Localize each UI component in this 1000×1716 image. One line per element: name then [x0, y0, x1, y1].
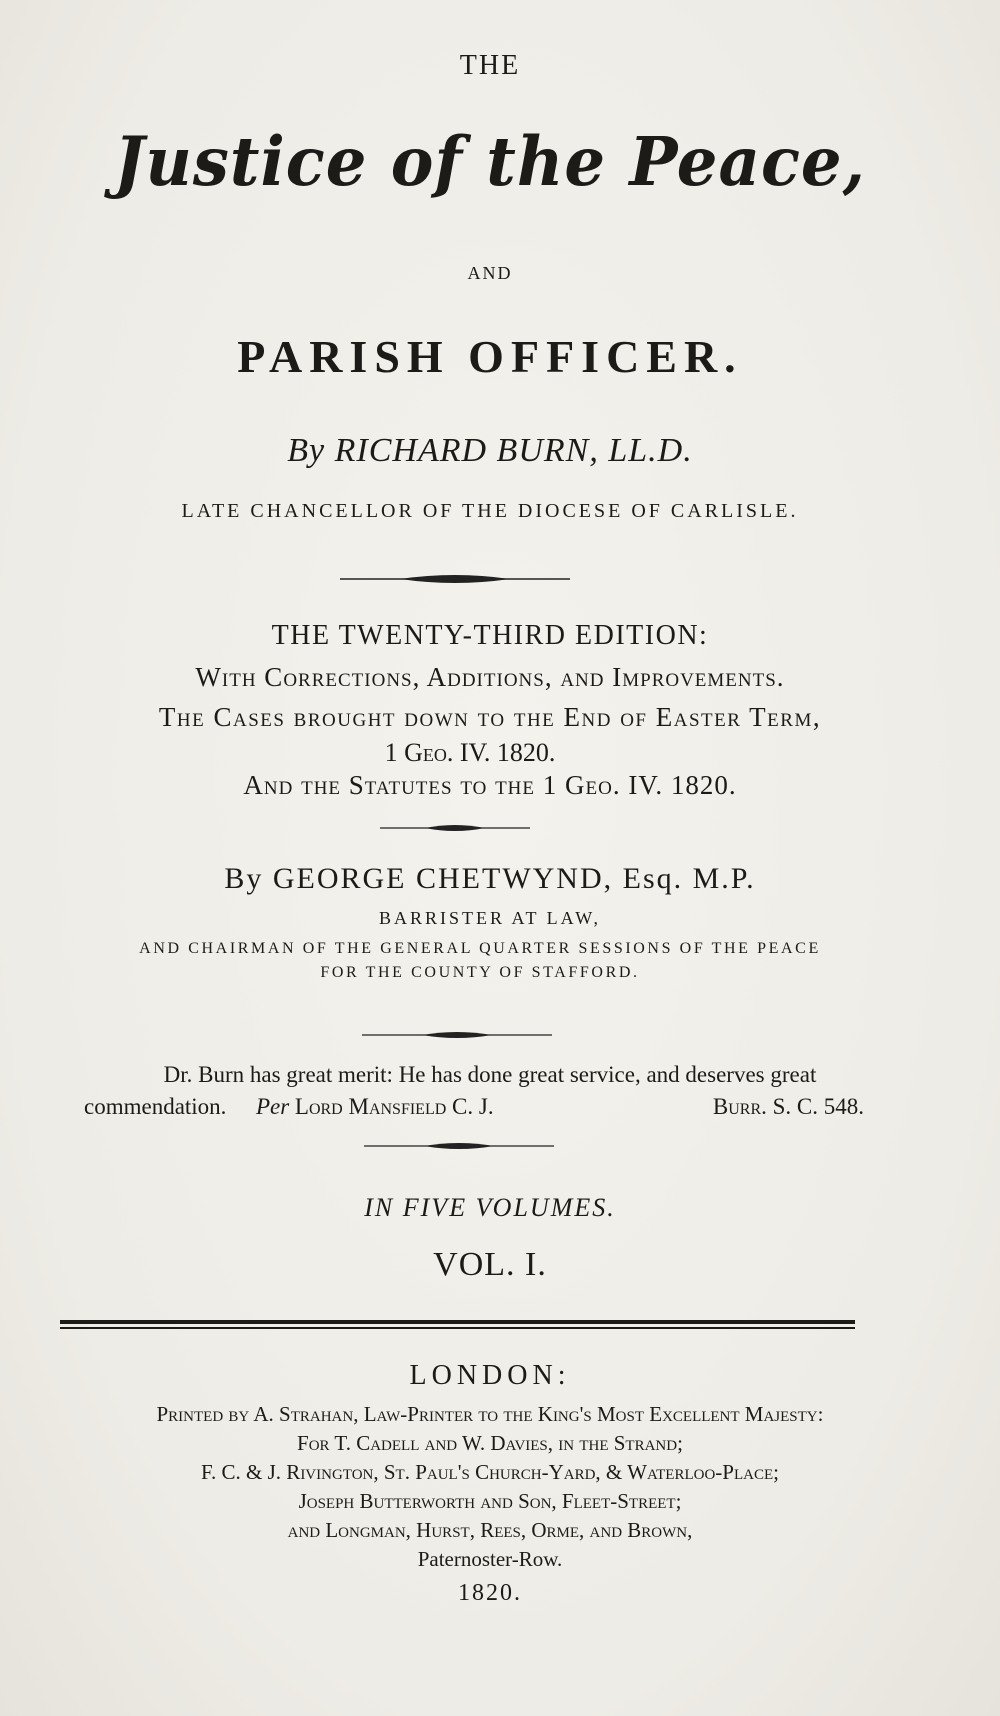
editor-line: By GEORGE CHETWYND, Esq. M.P.: [224, 862, 756, 895]
sub-title: PARISH OFFICER.: [237, 331, 743, 382]
volume-number: VOL. I.: [433, 1246, 547, 1283]
imprint-line-6: Paternoster-Row.: [417, 1547, 563, 1571]
imprint-line-4: Joseph Butterworth and Son, Fleet-Street;: [298, 1489, 682, 1513]
edition-title: THE TWENTY-THIRD EDITION:: [271, 620, 709, 651]
imprint-line-5: and Longman, Hurst, Rees, Orme, and Brown,: [287, 1518, 693, 1542]
imprint-place: LONDON:: [409, 1360, 571, 1391]
imprint-line-3: F. C. & J. Rivington, St. Paul's Church-Yard, & Waterloo-Place;: [201, 1460, 779, 1484]
edition-line-1: With Corrections, Additions, and Improvements.: [195, 662, 785, 692]
editor-role-3: FOR THE COUNTY OF STAFFORD.: [320, 964, 640, 981]
quote-per: Per: [255, 1094, 290, 1119]
author-office: LATE CHANCELLOR OF THE DIOCESE OF CARLISLE.: [181, 500, 799, 522]
quote-line-2: [84, 1094, 864, 1120]
volumes-count: IN FIVE VOLUMES.: [364, 1193, 616, 1222]
imprint-line-1: Printed by A. Strahan, Law-Printer to the King's Most Excellent Majesty:: [156, 1402, 824, 1426]
edition-line-3: 1 Geo. IV. 1820.: [384, 738, 556, 767]
edition-line-2: The Cases brought down to the End of Easter Term,: [158, 702, 822, 732]
quote-citation: Burr. S. C. 548.: [712, 1094, 864, 1119]
ornamental-rule: [380, 822, 530, 834]
imprint-line-2: For T. Cadell and W. Davies, in the Strand;: [297, 1431, 683, 1455]
title-and: AND: [467, 263, 513, 283]
ornamental-rule: [364, 1140, 554, 1152]
quote-line-1: Dr. Burn has great merit: He has done great service, and deserves great: [163, 1062, 817, 1087]
imprint-year: 1820.: [458, 1580, 522, 1606]
edition-line-4: And the Statutes to the 1 Geo. IV. 1820.: [243, 770, 737, 800]
ornamental-rule: [362, 1029, 552, 1041]
editor-role-1: BARRISTER AT LAW,: [378, 908, 602, 928]
main-title: Justice of the Peace,: [114, 123, 866, 202]
double-rule: [60, 1320, 855, 1329]
ornamental-rule: [340, 572, 570, 586]
author-line: By RICHARD BURN, LL.D.: [287, 432, 693, 469]
editor-role-2: AND CHAIRMAN OF THE GENERAL QUARTER SESSIONS OF THE PEACE: [139, 940, 821, 957]
quote-commendation: commendation.: [84, 1094, 227, 1119]
quote-attribution: Lord Mansfield C. J.: [294, 1094, 494, 1119]
title-the: THE: [459, 50, 521, 81]
